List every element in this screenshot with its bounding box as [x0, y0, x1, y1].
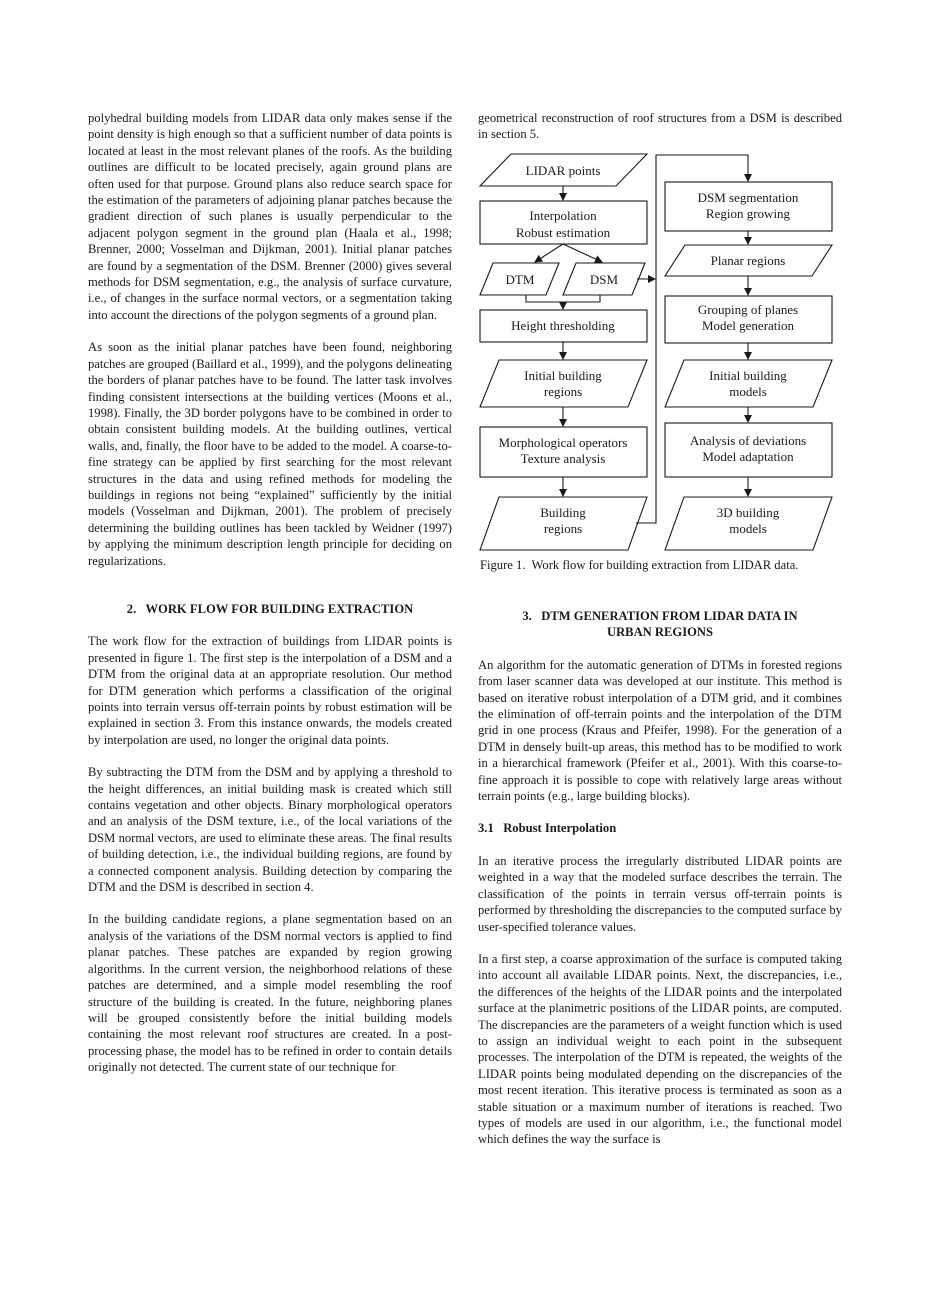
paragraph: The work flow for the extraction of buildings from LIDAR points is presented in figure 1. The first step is the interpolation of a DSM and a DTM from the original data at an appropriate resolution. Our method for DTM generation which performs a classification of the original points into terrain versus off-terrain points by robust estimation will be explained in section 3. From this instance onwards, the models created by interpolation are used, no longer the original data points.: [88, 634, 452, 747]
label-grouping-of-planes: Grouping of planes: [697, 302, 799, 317]
paragraph: In a first step, a coarse approximation of the surface is computed taking into account all available LIDAR points. Next, the discrepancies, i.e., the differences of the heights of the LIDAR points and the interpolated surface at the planimetric positions of the LIDAR points, are computed. The discrepancies are the parameters of a weight function which is used to assign an individual weight to each point in the subsequent processes. The interpolation of the DTM is repeated, the weights of the LIDAR points being modulated depending on the discrepancies of the most recent iteration. This iterative process is terminated as soon as a stable situation or a maximum number of iterations is reached. Two types of models are used in our algorithm, i.e., the functional model which defines the way the surface is: [478, 951, 842, 1147]
label-3d-building: 3D building: [716, 505, 780, 520]
label-robust-estimation: Robust estimation: [515, 225, 611, 240]
paragraph: polyhedral building models from LIDAR data only makes sense if the point density is high enough so that a sufficient number of data points is located at least in the most relevant planes of the roofs. As the building outlines are difficult to be located precisely, again ground plans are often used for that purpose. Ground plans also reduce search space for the estimation of the parameters of adjoining planar patches because the gradient direction of such planes is usually perpendicular to the adjacent polygon segment in the ground plan (Haala et al., 1998; Brenner, 2000; Vosselman and Dijkman, 2001). Initial planar patches are found by a segmentation of the DSM. Brenner (2000) gives several methods for DSM segmentation, e.g., the analysis of surface curvature, i.e., of changes in the surface normal vectors, or a segmentation taking into account the directions of the polygon segments of a ground plan.: [88, 111, 452, 322]
right-column-body: [478, 608, 842, 1164]
section-heading-line-2: URBAN REGIONS: [606, 625, 713, 640]
label-model-adaptation: Model adaptation: [702, 449, 794, 464]
label-lidar-points: LIDAR points: [525, 163, 601, 178]
label-regions: regions: [543, 521, 583, 536]
paragraph: In the building candidate regions, a plane segmentation based on an analysis of the variations of the DSM normal vectors is applied to find planar patches. These patches are expanded by region growing algorithms. In the current version, the neighborhood relations of these patches are determined, and a simple model resembling the roof structure of the building is created. In the future, neighboring planes will be grouped consistently before the initial building models containing the most relevant roof structures are created. In a post-processing phase, the model has to be refined in order to contain details originally not detected. The current state of our technique for: [88, 912, 452, 1075]
label-analysis-of-deviations: Analysis of deviations: [689, 433, 807, 448]
label-morphological-operators: Morphological operators: [498, 435, 628, 450]
paragraph: An algorithm for the automatic generation of DTMs in forested regions from laser scanner data was developed at our institute. This method is based on iterative robust interpolation of a DTM grid, and it combines the elimination of off-terrain points and the interpolation of the DTM grid in one process (Kraus and Pfeifer, 1998). For the generation of a DTM in densely built-up areas, this method has to be modified to work in a hierarchical framework (Pfeifer et al., 2001). With this coarse-to-fine approach it is possible to cope with relatively large areas without terrain points (e.g., large building blocks).: [478, 657, 842, 804]
label-dtm: DTM: [505, 272, 535, 287]
paragraph: As soon as the initial planar patches have been found, neighboring patches are grouped (Baillard et al., 1999), and the polygons delineating the borders of planar patches have to be found. The latter task involves finding consistent intersections at the building vertices (Moons et al., 1998). Finally, the 3D border polygons have to be combined in order to obtain consistent building models. At the building outlines, vertical walls, and, finally, the floor have to be added to the model. A coarse-to-fine strategy can be applied by first searching for the most relevant structures in the data and using refined methods for modeling the buildings in regions not being “explained” sufficiently by the initial models (Vosselman and Dijkman, 2001). The problem of precisely determining the building outlines has been tackled by Weidner (1997) by applying the minimum description length principle for deciding on regularizations.: [88, 340, 452, 568]
label-models: models: [729, 384, 767, 399]
paragraph: By subtracting the DTM from the DSM and by applying a threshold to the height differences, an initial building mask is created which still contains vegetation and other objects. Binary morphological operators and an analysis of the DSM texture, i.e., of the local variations of the DSM normal vectors, are used to eliminate these areas. The final results of building detection, i.e., the individual building regions, are found by a connected component analysis. Building detection by comparing the DTM and the DSM is described in section 4.: [88, 765, 452, 895]
label-interpolation: Interpolation: [529, 208, 597, 223]
label-dsm-segmentation: DSM segmentation: [697, 190, 799, 205]
label-height-thresholding: Height thresholding: [511, 318, 615, 333]
workflow-flowchart: [0, 0, 925, 600]
label-model-generation: Model generation: [701, 318, 795, 333]
paragraph: In an iterative process the irregularly distributed LIDAR points are weighted in a way that the modeled surface describes the terrain. The classification of the points in terrain versus off-terrain points is performed by thresholding the discrepancies to the computed surface by user-specified tolerance values.: [478, 853, 842, 934]
section-heading: 2. WORK FLOW FOR BUILDING EXTRACTION: [126, 601, 414, 616]
label-models: models: [729, 521, 767, 536]
label-dsm: DSM: [589, 272, 619, 287]
label-region-growing: Region growing: [705, 206, 791, 221]
label-regions: regions: [543, 384, 583, 399]
figure-caption: Figure 1. Work flow for building extraction from LIDAR data.: [480, 558, 799, 572]
subsection-heading: 3.1 Robust Interpolation: [478, 821, 617, 836]
paragraph: geometrical reconstruction of roof structures from a DSM is described in section 5.: [478, 111, 842, 142]
section-heading: 3. DTM GENERATION FROM LIDAR DATA IN: [522, 609, 798, 623]
label-texture-analysis: Texture analysis: [520, 451, 606, 466]
label-initial-building: Initial building: [709, 368, 787, 383]
label-initial-building: Initial building: [524, 368, 602, 383]
label-building: Building: [540, 505, 586, 520]
label-planar-regions: Planar regions: [710, 253, 786, 268]
